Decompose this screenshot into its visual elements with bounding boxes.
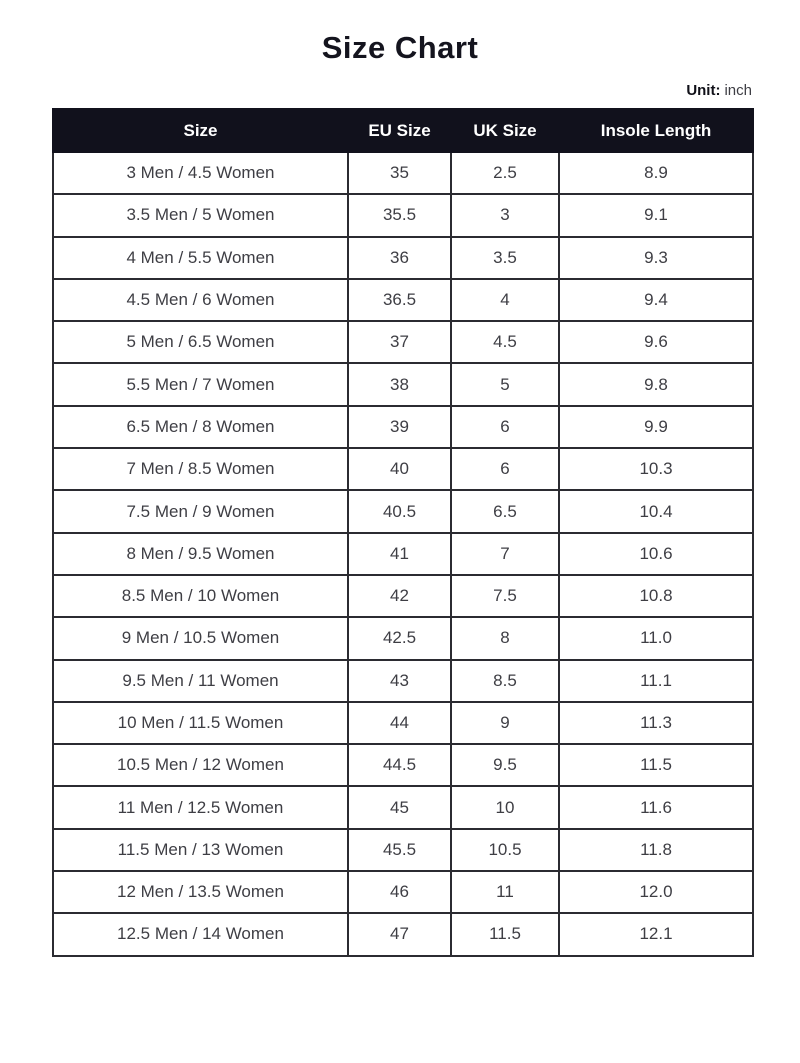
- table-cell: 3 Men / 4.5 Women: [53, 152, 348, 194]
- table-cell: 40: [348, 448, 451, 490]
- table-cell: 11.3: [559, 702, 753, 744]
- table-cell: 44.5: [348, 744, 451, 786]
- table-row: [53, 913, 753, 955]
- table-row: [53, 490, 753, 532]
- table-cell: 36: [348, 237, 451, 279]
- unit-line: [52, 82, 752, 99]
- table-row: [53, 575, 753, 617]
- table-cell: 40.5: [348, 490, 451, 532]
- table-cell: 10.3: [559, 448, 753, 490]
- table-cell: 10.5: [451, 829, 559, 871]
- table-row: [53, 533, 753, 575]
- table-cell: 9.6: [559, 321, 753, 363]
- table-cell: 8: [451, 617, 559, 659]
- table-cell: 11: [451, 871, 559, 913]
- table-cell: 10 Men / 11.5 Women: [53, 702, 348, 744]
- table-cell: 9.8: [559, 363, 753, 405]
- table-cell: 37: [348, 321, 451, 363]
- table-cell: 11.6: [559, 786, 753, 828]
- table-cell: 7.5 Men / 9 Women: [53, 490, 348, 532]
- table-cell: 11.5: [451, 913, 559, 955]
- table-cell: 39: [348, 406, 451, 448]
- table-cell: 3.5 Men / 5 Women: [53, 194, 348, 236]
- table-cell: 5: [451, 363, 559, 405]
- table-cell: 12.1: [559, 913, 753, 955]
- table-cell: 11.5 Men / 13 Women: [53, 829, 348, 871]
- table-cell: 47: [348, 913, 451, 955]
- table-row: [53, 194, 753, 236]
- table-cell: 42.5: [348, 617, 451, 659]
- table-cell: 11.8: [559, 829, 753, 871]
- table-cell: 41: [348, 533, 451, 575]
- table-cell: 11 Men / 12.5 Women: [53, 786, 348, 828]
- size-chart-table-wrap: [52, 108, 752, 957]
- table-cell: 4.5: [451, 321, 559, 363]
- table-cell: 4.5 Men / 6 Women: [53, 279, 348, 321]
- table-row: [53, 321, 753, 363]
- page-title: Size Chart: [321, 30, 479, 65]
- table-cell: 9 Men / 10.5 Women: [53, 617, 348, 659]
- table-cell: 9.9: [559, 406, 753, 448]
- table-cell: 9.1: [559, 194, 753, 236]
- table-cell: 44: [348, 702, 451, 744]
- table-row: [53, 279, 753, 321]
- table-cell: 10.4: [559, 490, 753, 532]
- table-row: [53, 363, 753, 405]
- table-row: [53, 829, 753, 871]
- table-row: [53, 744, 753, 786]
- table-cell: 11.5: [559, 744, 753, 786]
- table-row: [53, 237, 753, 279]
- table-cell: 9: [451, 702, 559, 744]
- table-row: [53, 406, 753, 448]
- table-row: [53, 702, 753, 744]
- table-cell: 35: [348, 152, 451, 194]
- table-cell: 45.5: [348, 829, 451, 871]
- table-cell: 36.5: [348, 279, 451, 321]
- table-row: [53, 660, 753, 702]
- table-cell: 8.9: [559, 152, 753, 194]
- table-row: [53, 617, 753, 659]
- table-cell: 9.4: [559, 279, 753, 321]
- table-cell: 10.8: [559, 575, 753, 617]
- table-cell: 11.0: [559, 617, 753, 659]
- table-cell: 45: [348, 786, 451, 828]
- table-cell: 43: [348, 660, 451, 702]
- table-cell: 3: [451, 194, 559, 236]
- table-cell: 8.5 Men / 10 Women: [53, 575, 348, 617]
- table-cell: 2.5: [451, 152, 559, 194]
- table-cell: 4: [451, 279, 559, 321]
- unit-value: inch: [724, 82, 752, 99]
- table-cell: 11.1: [559, 660, 753, 702]
- column-header: Insole Length: [559, 109, 753, 152]
- table-cell: 7 Men / 8.5 Women: [53, 448, 348, 490]
- table-cell: 35.5: [348, 194, 451, 236]
- table-cell: 6.5 Men / 8 Women: [53, 406, 348, 448]
- table-cell: 7.5: [451, 575, 559, 617]
- table-cell: 3.5: [451, 237, 559, 279]
- table-row: [53, 871, 753, 913]
- table-row: [53, 448, 753, 490]
- table-cell: 10: [451, 786, 559, 828]
- table-cell: 5.5 Men / 7 Women: [53, 363, 348, 405]
- table-cell: 46: [348, 871, 451, 913]
- table-cell: 12.5 Men / 14 Women: [53, 913, 348, 955]
- header-row: [53, 109, 753, 152]
- table-cell: 6: [451, 448, 559, 490]
- table-cell: 10.6: [559, 533, 753, 575]
- column-header: EU Size: [348, 109, 451, 152]
- table-cell: 7: [451, 533, 559, 575]
- unit-label: Unit:: [686, 82, 721, 99]
- column-header: UK Size: [451, 109, 559, 152]
- table-cell: 4 Men / 5.5 Women: [53, 237, 348, 279]
- table-cell: 42: [348, 575, 451, 617]
- table-body: [53, 152, 753, 956]
- table-cell: 8.5: [451, 660, 559, 702]
- table-cell: 10.5 Men / 12 Women: [53, 744, 348, 786]
- table-cell: 8 Men / 9.5 Women: [53, 533, 348, 575]
- table-cell: 12 Men / 13.5 Women: [53, 871, 348, 913]
- table-cell: 6: [451, 406, 559, 448]
- table-cell: 9.5: [451, 744, 559, 786]
- table-row: [53, 152, 753, 194]
- table-cell: 9.5 Men / 11 Women: [53, 660, 348, 702]
- table-row: [53, 786, 753, 828]
- table-cell: 5 Men / 6.5 Women: [53, 321, 348, 363]
- table-cell: 12.0: [559, 871, 753, 913]
- table-cell: 38: [348, 363, 451, 405]
- table-cell: 9.3: [559, 237, 753, 279]
- table-cell: 6.5: [451, 490, 559, 532]
- size-table: [52, 108, 754, 957]
- column-header: Size: [53, 109, 348, 152]
